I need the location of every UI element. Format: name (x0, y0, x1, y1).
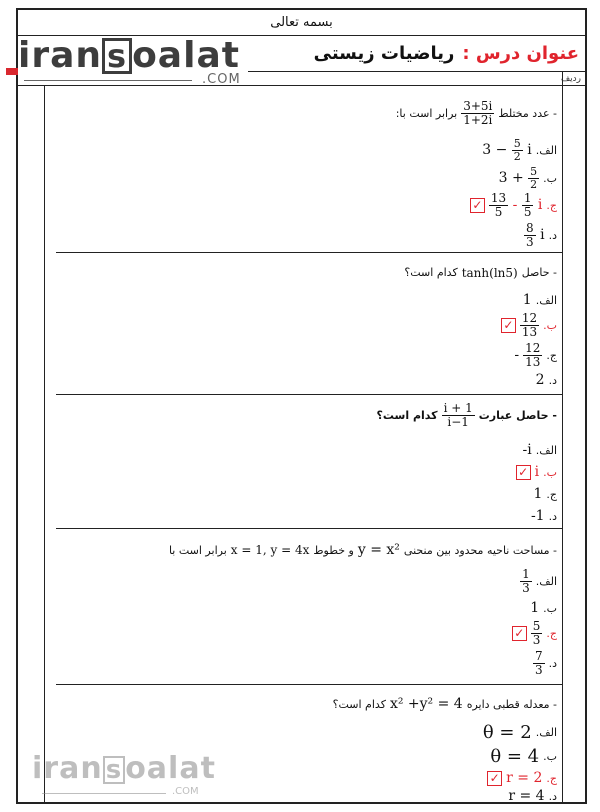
question-1 (58, 94, 563, 252)
question-divider (56, 528, 563, 529)
option-a[interactable]: الف. 3 − $\frac{5}{2}$ i (482, 137, 557, 163)
correct-check-icon: ✓ (487, 771, 502, 786)
option-a[interactable]: الف. 1 (522, 292, 557, 308)
option-a[interactable]: الف. -i (522, 442, 557, 458)
question-stem: - مساحت ناحیه محدود بین منحنی y = x² و خطوط x = 1, y = 4x برابر است با (168, 542, 557, 558)
correct-check-icon: ✓ (470, 198, 485, 213)
course-label: عنوان درس : (462, 43, 579, 64)
exam-sheet (16, 8, 587, 804)
correct-check-icon: ✓ (501, 318, 516, 333)
option-a[interactable]: الف. θ = 2 (482, 722, 557, 743)
logo-red-bar (6, 68, 18, 75)
course-title (314, 36, 579, 72)
radif-label: ردیف (560, 74, 581, 84)
option-d[interactable]: د. $\frac{7}{3}$ (534, 649, 557, 677)
question-3 (58, 398, 563, 526)
question-stem: - حاصل tanh(ln5) کدام است؟ (404, 266, 557, 280)
option-c-correct[interactable]: ج. r = 2 ✓ (487, 770, 557, 786)
option-c-correct[interactable]: ج. $\frac{5}{3}$ ✓ (512, 620, 557, 646)
option-a[interactable]: الف. $\frac{1}{3}$ (522, 567, 557, 595)
iransoalat-logo: iran s oalat (18, 34, 246, 78)
radif-row (18, 72, 585, 86)
option-b-correct[interactable]: ب. i ✓ (516, 464, 557, 480)
option-d[interactable]: د. $\frac{8}{3}$ i (526, 221, 557, 249)
option-c-correct[interactable]: ج. $\frac{13}{5}$ - $\frac{1}{5}$ i ✓ (470, 192, 557, 218)
option-d[interactable]: د. -1 (530, 508, 557, 524)
header-row (18, 35, 585, 76)
course-value: ریاضیات زیستی (313, 43, 455, 64)
bismillah-header: بسمه تعالی (18, 10, 585, 36)
question-divider (56, 252, 563, 253)
question-4 (58, 532, 563, 682)
correct-check-icon: ✓ (516, 465, 531, 480)
option-d[interactable]: د. 2 (535, 372, 557, 388)
option-c[interactable]: ج. 1 (533, 486, 557, 502)
question-2 (58, 258, 563, 394)
question-divider (56, 684, 563, 685)
logo-com: .COM (202, 72, 241, 87)
option-b[interactable]: ب. 1 (530, 600, 557, 616)
option-b-correct[interactable]: ب. $\frac{12}{13}$ ✓ (501, 312, 557, 338)
question-divider (56, 394, 563, 395)
question-stem: - حاصل عبارت $\frac{1 + i}{1-i}$ کدام است؟ (376, 401, 557, 429)
correct-check-icon: ✓ (512, 626, 527, 641)
option-b[interactable]: ب. θ = 4 (490, 746, 557, 767)
question-stem: - معدله قطبی دایره x² +y² = 4 کدام است؟ (332, 696, 557, 712)
left-column-line (44, 86, 45, 802)
option-d[interactable]: د. r = 4 (508, 788, 557, 804)
option-b[interactable]: ب. 3 + $\frac{5}{2}$ (498, 165, 557, 191)
question-stem: - عدد مختلط $\frac{3+5i}{1+2i}$ برابر است با: (395, 99, 557, 127)
option-c[interactable]: ج. $\frac{12}{13}$ - (514, 341, 557, 369)
watermark-logo: iran s oalat .COM (32, 751, 216, 797)
